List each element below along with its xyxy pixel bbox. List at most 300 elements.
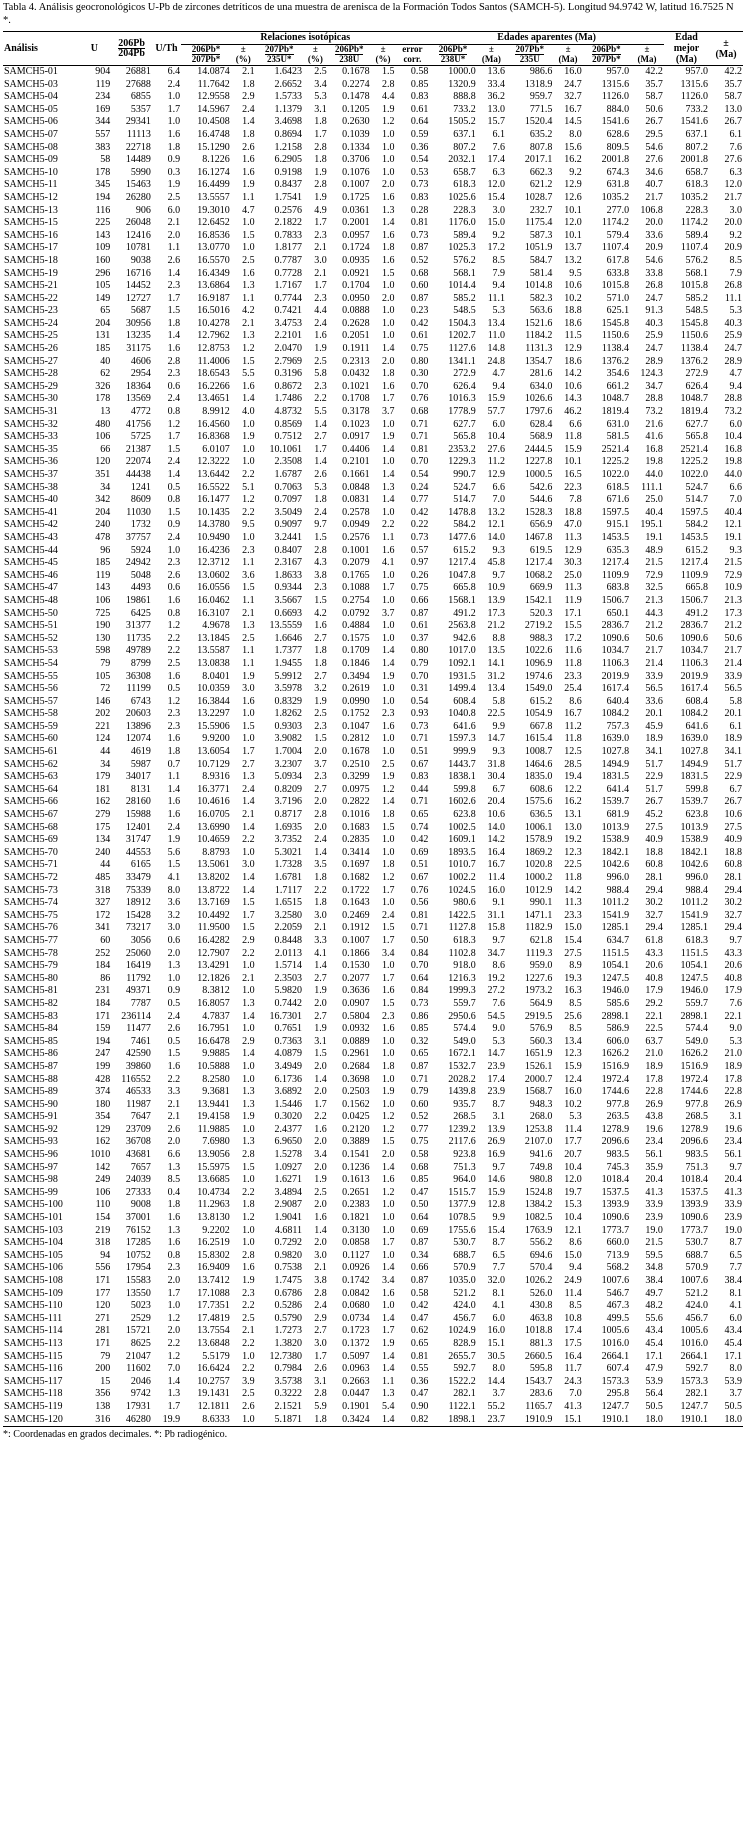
table-cell: 116552 <box>121 1073 151 1085</box>
table-cell: 13 <box>100 406 111 418</box>
table-cell: 1.0 <box>242 456 255 468</box>
table-cell: 1.6 <box>314 330 327 342</box>
table-cell: 1082.5 <box>524 1212 553 1224</box>
col-a1: $\frac{206Pb*}{238U*}$ <box>429 44 476 65</box>
table-row <box>3 834 743 847</box>
table-cell: 1516.9 <box>680 1060 709 1072</box>
table-cell: SAMCH5-35 <box>4 443 58 455</box>
table-cell: 11.8 <box>564 657 582 669</box>
table-cell: 8.1226 <box>202 154 230 166</box>
table-cell: 110 <box>95 1199 111 1211</box>
table-cell: 557 <box>95 128 111 140</box>
table-cell: 45.2 <box>645 809 663 821</box>
table-cell: 1.5 <box>381 821 395 833</box>
table-cell: 1.5 <box>381 997 395 1009</box>
table-cell: 4.1 <box>381 557 395 569</box>
table-cell: 1537.5 <box>680 1186 709 1198</box>
table-cell: 618.3 <box>685 179 709 191</box>
table-cell: 1.5 <box>242 355 255 367</box>
table-cell: 32.7 <box>724 909 742 921</box>
table-cell: 9.9 <box>492 720 506 732</box>
table-cell: 1.8 <box>242 128 255 140</box>
table-cell: 1538.9 <box>680 834 709 846</box>
table-cell: 1090.6 <box>680 1212 709 1224</box>
table-cell: 559.7 <box>685 997 709 1009</box>
table-cell: 1.2 <box>381 116 395 128</box>
table-cell: 662.3 <box>529 166 553 178</box>
table-cell: 29.4 <box>724 884 742 896</box>
table-cell: 5023 <box>130 1300 151 1312</box>
table-cell: 0.5804 <box>342 1010 370 1022</box>
table-cell: 12.7907 <box>197 947 230 959</box>
table-cell: 0.2313 <box>342 355 370 367</box>
table-cell: 11.4 <box>564 1287 582 1299</box>
table-cell: 18.6543 <box>197 368 230 380</box>
table-cell: 2000.7 <box>524 1073 553 1085</box>
table-cell: 1.1 <box>242 557 255 569</box>
table-cell: 14.3 <box>564 393 582 405</box>
table-cell: 2.7 <box>314 1325 327 1337</box>
table-cell: 599.8 <box>453 783 476 795</box>
table-cell: 1.4 <box>381 217 395 229</box>
table-cell: 21387 <box>125 443 151 455</box>
table-cell: 3.4753 <box>274 317 302 329</box>
table-cell: 12.7380 <box>269 1350 302 1362</box>
table-cell: 23.9 <box>724 1212 742 1224</box>
table-cell: 0.64 <box>410 1212 429 1224</box>
table-cell: 0.2754 <box>342 594 370 606</box>
table-cell: 1.4 <box>381 1262 395 1274</box>
table-cell: 16.5016 <box>197 305 230 317</box>
table-cell: 1.6 <box>314 1123 327 1135</box>
table-cell: 1384.2 <box>524 1199 553 1211</box>
table-cell: 5924 <box>130 544 151 556</box>
table-cell: 124.3 <box>640 368 663 380</box>
table-cell: 42.2 <box>724 66 742 77</box>
table-row <box>3 1023 743 1036</box>
table-cell: 3.2 <box>167 909 181 921</box>
table-cell: 1.6 <box>242 695 255 707</box>
table-cell: 16716 <box>125 267 151 279</box>
table-cell: 582.3 <box>529 292 553 304</box>
table-cell: 15.5975 <box>197 1161 230 1173</box>
table-cell: 2.5 <box>314 708 327 720</box>
table-cell: 247 <box>95 1048 111 1060</box>
table-cell: 10.4492 <box>197 909 230 921</box>
table-cell: 15.9 <box>487 393 506 405</box>
table-cell: 2.3 <box>314 229 327 241</box>
table-cell: 585.6 <box>606 997 630 1009</box>
table-cell: SAMCH5-54 <box>4 657 58 669</box>
table-cell: 1119.3 <box>525 947 553 959</box>
table-cell: 10.4 <box>564 1212 582 1224</box>
table-cell: 12.2 <box>564 783 582 795</box>
table-cell: 16.5 <box>564 469 582 480</box>
table-cell: 6.0 <box>729 418 742 430</box>
table-cell: 1247.7 <box>680 1400 709 1412</box>
table-cell: 9.5 <box>242 519 255 531</box>
table-cell: 1.1 <box>167 242 181 254</box>
table-cell: SAMCH5-81 <box>4 985 58 997</box>
table-cell: 521.2 <box>685 1287 709 1299</box>
table-cell: 9.7 <box>492 569 506 581</box>
table-cell: 1522.2 <box>448 1375 476 1387</box>
table-cell: 1541.9 <box>601 909 630 921</box>
table-cell: 34 <box>100 758 111 770</box>
table-cell: 1.0 <box>242 531 255 543</box>
table-cell: 1541.6 <box>601 116 630 128</box>
table-cell: 3.6 <box>242 569 255 581</box>
table-cell: 12.8 <box>487 1199 506 1211</box>
table-cell: 1007.6 <box>680 1275 709 1286</box>
table-cell: SAMCH5-51 <box>4 620 58 632</box>
table-cell: 8609 <box>130 494 151 506</box>
table-cell: 30.5 <box>487 1350 506 1362</box>
table-cell: 607.4 <box>606 1363 630 1375</box>
table-cell: 0.8 <box>167 607 181 619</box>
table-cell: 2.2 <box>242 506 255 518</box>
table-cell: 618.3 <box>685 934 709 946</box>
table-cell: 62 <box>100 368 111 380</box>
table-cell: 1090.6 <box>680 632 709 644</box>
table-cell: SAMCH5-45 <box>4 557 58 569</box>
table-cell: 563.6 <box>529 305 553 317</box>
table-cell: 9.2 <box>492 229 506 241</box>
table-cell: 1.0 <box>381 594 395 606</box>
table-cell: 106 <box>95 1186 111 1198</box>
table-cell: 11.4 <box>564 1123 582 1135</box>
table-cell: 11.5 <box>564 330 582 342</box>
table-cell: SAMCH5-118 <box>4 1388 63 1400</box>
table-cell: 0.36 <box>410 1375 429 1387</box>
table-cell: 0.37 <box>410 632 429 644</box>
table-cell: 0.1076 <box>342 166 370 178</box>
table-cell: 1.1 <box>242 645 255 657</box>
table-row <box>3 444 743 457</box>
table-cell: 6165 <box>130 859 151 871</box>
table-cell: 0.2630 <box>342 116 370 128</box>
table-cell: 631.0 <box>606 418 630 430</box>
table-cell: 20.0 <box>724 217 742 229</box>
table-cell: 5.9912 <box>274 670 302 682</box>
table-cell: 11.3 <box>564 531 582 543</box>
table-cell: 142 <box>95 1161 111 1173</box>
table-cell: 0.66 <box>410 594 429 606</box>
table-cell: 6.2905 <box>274 154 302 166</box>
table-cell: 2.9 <box>242 1035 255 1047</box>
table-cell: 0.7538 <box>274 1262 302 1274</box>
table-cell: 35.9 <box>645 1161 663 1173</box>
table-cell: 19.0 <box>645 1224 663 1236</box>
table-cell: 86 <box>100 972 111 984</box>
table-cell: 56.5 <box>645 683 663 695</box>
table-cell: 13235 <box>125 330 151 342</box>
table-cell: 40.3 <box>724 317 742 329</box>
table-cell: 0.3130 <box>342 1224 370 1236</box>
table-cell: 24942 <box>125 557 151 569</box>
table-cell: 9.9200 <box>202 733 230 745</box>
table-cell: 0.4406 <box>342 443 370 455</box>
table-cell: 1.3 <box>242 330 255 342</box>
table-cell: 6.4 <box>167 66 181 77</box>
table-cell: 2919.5 <box>524 1010 553 1022</box>
table-row <box>3 998 743 1011</box>
table-cell: 21.5 <box>724 557 742 569</box>
table-cell: 1835.0 <box>524 771 553 783</box>
table-cell: 5687 <box>130 305 151 317</box>
table-cell: 31175 <box>126 343 151 355</box>
table-cell: 514.7 <box>685 494 709 506</box>
table-cell: 7.9 <box>729 267 742 279</box>
table-cell: 318 <box>95 1237 111 1249</box>
table-cell: 1.0 <box>167 116 181 128</box>
table-cell: 12401 <box>125 821 151 833</box>
table-cell: 383 <box>95 141 111 153</box>
table-cell: SAMCH5-86 <box>4 1048 58 1060</box>
table-cell: 26.8 <box>724 280 742 292</box>
table-cell: 24.8 <box>487 355 506 367</box>
table-cell: 2017.1 <box>524 154 553 166</box>
table-cell: 34.7 <box>645 380 663 392</box>
table-cell: 44.3 <box>645 607 663 619</box>
table-cell: 12.1 <box>487 519 506 531</box>
table-cell: 2.8 <box>314 544 327 556</box>
table-cell: 1.0 <box>167 91 181 103</box>
table-cell: 8.6 <box>569 695 582 707</box>
table-cell: 2.0 <box>314 746 327 758</box>
table-cell: 5.3 <box>492 1035 506 1047</box>
table-cell: 560.3 <box>529 1035 553 1047</box>
table-cell: 0.2383 <box>342 1199 370 1211</box>
table-cell: 1.5 <box>167 859 181 871</box>
table-cell: 1537.5 <box>601 1186 630 1198</box>
table-cell: 2529 <box>130 1312 151 1324</box>
table-cell: 3.1 <box>729 1111 742 1123</box>
table-cell: 228.3 <box>453 204 476 216</box>
table-cell: 51.7 <box>645 758 663 770</box>
table-cell: 1.6 <box>167 1060 181 1072</box>
table-cell: 2.2 <box>167 1073 181 1085</box>
table-cell: 1.4 <box>381 1350 395 1362</box>
table-cell: 0.1334 <box>342 141 370 153</box>
table-cell: 636.5 <box>529 809 553 821</box>
table-cell: 1.3 <box>242 997 255 1009</box>
table-cell: 621.2 <box>529 179 553 191</box>
table-cell: 0.7833 <box>274 229 302 241</box>
table-cell: SAMCH5-07 <box>4 128 58 140</box>
table-cell: SAMCH5-115 <box>4 1350 63 1362</box>
table-cell: 1018.8 <box>524 1325 553 1337</box>
table-cell: 0.3698 <box>342 1073 370 1085</box>
table-cell: 0.1127 <box>342 1249 370 1261</box>
table-cell: 1.0 <box>167 544 181 556</box>
table-cell: 6.3 <box>492 166 506 178</box>
table-cell: 0.87 <box>410 1237 429 1249</box>
table-cell: 0.87 <box>410 1060 429 1072</box>
table-cell: 1175.4 <box>525 217 553 229</box>
table-cell: 1020.8 <box>524 859 553 871</box>
table-cell: 0.3222 <box>274 1388 302 1400</box>
table-cell: 0.3424 <box>328 1414 371 1427</box>
table-cell: 0.8448 <box>274 934 302 946</box>
table-cell: 2.7 <box>314 972 327 984</box>
table-cell: 1.1 <box>242 657 255 669</box>
table-cell: SAMCH5-75 <box>4 909 58 921</box>
table-cell: 1.9 <box>314 343 327 355</box>
table-cell: 1.0 <box>381 317 395 329</box>
table-cell: 30.2 <box>645 897 663 909</box>
table-cell: 8.8 <box>492 632 506 644</box>
table-cell: 25060 <box>125 947 151 959</box>
table-cell: 17.2 <box>564 632 582 644</box>
table-cell: 12074 <box>125 733 151 745</box>
table-cell: 28.8 <box>645 393 663 405</box>
table-cell: 55.6 <box>645 1312 663 1324</box>
table-cell: 0.83 <box>410 91 429 103</box>
table-cell: 0.1478 <box>342 91 370 103</box>
table-cell: 4.7837 <box>202 1010 230 1022</box>
table-cell: 0.47 <box>410 1388 429 1400</box>
table-cell: 16.7 <box>487 859 506 871</box>
table-cell: SAMCH5-64 <box>4 783 58 795</box>
table-cell: 1.0 <box>242 985 255 997</box>
table-cell: 2107.0 <box>524 1136 553 1148</box>
table-cell: 1494.9 <box>601 758 630 770</box>
table-cell: 1521.6 <box>524 317 553 329</box>
table-cell: 19.4 <box>564 771 582 783</box>
table-cell: 957.0 <box>685 66 709 77</box>
table-cell: 17.9 <box>724 985 742 997</box>
table-cell: 0.1683 <box>342 821 370 833</box>
table-cell: 888.8 <box>453 91 476 103</box>
table-cell: 43.4 <box>724 1325 742 1337</box>
table-cell: 1.0 <box>381 456 395 468</box>
table-cell: 16.4 <box>564 1350 582 1362</box>
table-cell: 990.7 <box>453 469 476 480</box>
table-cell: 1.7 <box>314 217 327 229</box>
table-cell: 1.0 <box>381 620 395 632</box>
table-cell: 20.4 <box>487 796 506 808</box>
table-cell: 809.5 <box>606 141 630 153</box>
table-cell: 29.4 <box>724 922 742 934</box>
table-cell: 0.3414 <box>342 846 370 858</box>
table-cell: 1013.9 <box>680 821 709 833</box>
table-cell: 143 <box>95 582 111 594</box>
table-cell: 29341 <box>125 116 151 128</box>
table-cell: 28160 <box>125 796 151 808</box>
table-cell: 0.3494 <box>342 670 370 682</box>
table-cell: 138 <box>95 1400 111 1412</box>
table-cell: 2.3 <box>314 720 327 732</box>
table-cell: 1.6646 <box>274 632 302 644</box>
table-cell: 1.0 <box>167 1300 181 1312</box>
table-cell: 8.7 <box>492 1237 506 1249</box>
table-cell: 0.70 <box>410 960 429 972</box>
table-cell: 1.6 <box>167 128 181 140</box>
table-cell: 1.0 <box>242 443 255 455</box>
table-cell: 23.4 <box>645 1136 663 1148</box>
table-cell: 149 <box>95 292 111 304</box>
table-cell: 2.1 <box>242 607 255 619</box>
table-cell: 0.58 <box>410 1149 429 1161</box>
table-cell: 31377 <box>125 620 151 632</box>
table-cell: 1318.9 <box>524 78 553 90</box>
table-cell: 7647 <box>130 1111 151 1123</box>
table-cell: 1.8262 <box>274 708 302 720</box>
table-cell: 1.6 <box>381 1023 395 1035</box>
table-cell: 0.2576 <box>274 204 302 216</box>
table-cell: 143 <box>95 229 111 241</box>
col-r3: $\frac{206Pb*}{238U}$ <box>328 44 371 65</box>
table-cell: 1278.9 <box>680 1123 709 1135</box>
table-cell: 2.0 <box>167 229 181 241</box>
table-cell: 4.3 <box>314 557 327 569</box>
table-cell: 16.0 <box>487 1325 506 1337</box>
table-cell: 424.0 <box>685 1300 709 1312</box>
table-cell: 11.2963 <box>197 1199 230 1211</box>
table-cell: 61.8 <box>645 934 663 946</box>
table-cell: 2028.2 <box>448 1073 476 1085</box>
table-cell: 980.8 <box>529 1174 553 1186</box>
table-cell: 1626.2 <box>680 1048 709 1060</box>
table-cell: 279 <box>95 809 111 821</box>
table-cell: 185 <box>95 343 111 355</box>
table-cell: 1999.3 <box>448 985 476 997</box>
table-cell: 2.0 <box>381 292 395 304</box>
table-cell: 1499.4 <box>448 683 476 695</box>
table-cell: 1.1 <box>242 191 255 203</box>
table-cell: 570.4 <box>529 1262 553 1274</box>
table-cell: 1532.7 <box>448 1060 476 1072</box>
table-cell: 1778.9 <box>448 406 476 418</box>
table-cell: 26.9 <box>487 1136 506 1148</box>
table-cell: SAMCH5-93 <box>4 1136 58 1148</box>
table-cell: 17.4 <box>487 1073 506 1085</box>
table-cell: 15.5 <box>564 620 582 632</box>
table-cell: 12.4 <box>564 1073 582 1085</box>
table-cell: 171 <box>95 1010 111 1022</box>
table-cell: 1.5 <box>314 1048 327 1060</box>
table-cell: 0.8 <box>167 494 181 506</box>
table-cell: 27333 <box>125 1186 151 1198</box>
table-cell: 177 <box>95 1287 111 1299</box>
table-cell: 17.1 <box>564 607 582 619</box>
table-cell: 1.9455 <box>274 657 302 669</box>
table-cell: 2.1 <box>242 1325 255 1337</box>
table-cell: 3.4 <box>381 1275 395 1286</box>
table-cell: 8.5 <box>492 254 506 266</box>
table-cell: 12.9558 <box>197 91 230 103</box>
table-cell: 277.0 <box>606 204 630 216</box>
table-cell: 29.4 <box>645 884 663 896</box>
table-cell: 11.9500 <box>197 922 230 934</box>
table-cell: 1217.4 <box>448 557 476 569</box>
table-cell: 1.5 <box>381 66 395 77</box>
table-cell: 2.3 <box>242 1287 255 1299</box>
table-cell: 1.0 <box>381 330 395 342</box>
table-cell: 0.1678 <box>342 66 370 77</box>
table-row <box>3 1325 743 1338</box>
table-cell: 1.2 <box>167 1350 181 1362</box>
table-cell: 21.3 <box>724 594 742 606</box>
table-cell: 1.9 <box>242 1275 255 1286</box>
table-cell: 12.0 <box>564 217 582 229</box>
table-cell: 0.58 <box>410 66 429 77</box>
table-cell: 8.0 <box>569 128 582 140</box>
table-cell: 0.2835 <box>342 834 370 846</box>
table-cell: 14.0 <box>487 821 506 833</box>
table-cell: 7.0 <box>729 494 742 506</box>
